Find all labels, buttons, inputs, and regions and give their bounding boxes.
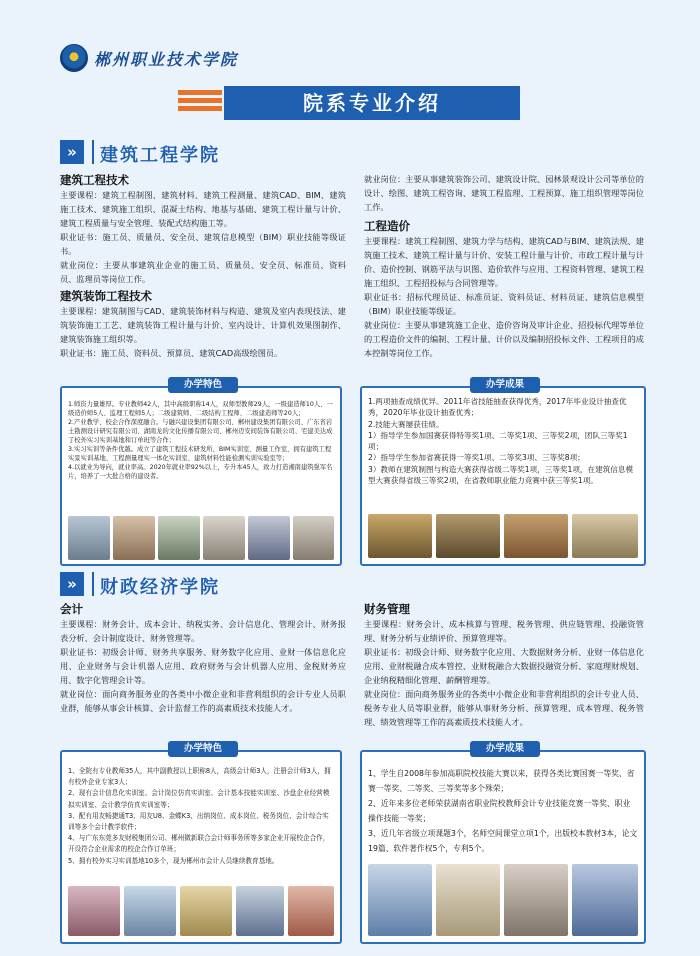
major-description [364,617,644,729]
list-item: 2.产业教学、校企合作深度融合。与融兴建设集团有限公司、郴州建设集团有限公司、广东省岩土勘测设计研究有限公司、湖南龙的文化传播有限公司、郴州迈安间装饰有限公司、宅建美达成了校外实习实训基地和订单班等合作； [68,419,333,444]
results-box [360,750,646,944]
certificate-photo [504,864,568,936]
list-item: 2、现有会计信息化实训室、会计岗位仿真实训室、会计基本技能实训室、沙盘企业经营模拟实训室、会计教学仿真实训室等； [68,789,330,809]
major-title: 建筑工程技术 [60,173,129,187]
photo [203,516,245,560]
major-description [364,234,644,360]
photo [236,886,284,936]
features-list [68,400,334,481]
list-item: 1.师资力量雄厚。专业教师42人，其中高级职称14人，双师型教师29人，一级建造师10人、一级造价师5人、监理工程师5人；二级建筑师、二级结构工程师、二级建造师等20人； [68,401,333,417]
photo [113,516,155,560]
features-list [68,766,334,867]
course-text: 主要课程：财务会计、成本核算与管理、税务管理、供应链管理、投融资管理、财务分析与业绩评价、预算管理等。 [364,619,644,643]
photo [293,516,334,560]
dept2-right-column [364,601,644,729]
results-list [368,396,638,486]
photo [158,516,200,560]
job-text: 就业岗位：面向商务服务业的各类中小微企业和非营利组织的会计专业人员职业群，能够从事会计核算、会计监督工作的高素质技术技能人才。 [60,689,346,713]
major-description [60,304,346,360]
certificate-text: 职业证书：初级会计师、财务共享服务、财务数字化应用、业财一体信息化应用、企业财务与会计机器人应用、政府财务与会计机器人应用、金税财务应用、数字化管理会计等。 [60,647,346,685]
major-description [60,617,346,715]
list-item: 3.实习实训等条件优越。成立了建筑工程技术研发所、BIM实训室、测量工作室，拥有建筑工程实景实训基地、工程测量理实一体化实训室、建筑材料性能检测实训实验室等； [68,446,332,462]
photo [368,864,432,936]
certificate-text: 职业证书：初级会计师、财务数字化应用、大数据财务分析、业财一体信息化应用、业财税融合成本管控、业财税融合大数据投融资分析、家庭理财规划、企业纳税精细化管理、薪酬管理等。 [364,647,644,685]
dept-title-construction: 建筑工程学院 [100,145,220,166]
list-item: 2、近年来多位老师荣获湖南省职业院校教师会计专业技能竞赛一等奖、职业操作技能一等奖； [368,799,631,823]
photo-strip [68,516,334,560]
course-text: 主要课程：财务会计、成本会计、纳税实务、会计信息化、管理会计、财务报表分析、会计制度设计、财务管理等。 [60,619,346,643]
features-tag: 办学特色 [168,741,238,757]
list-item: 4、与广东东莞多友财税集团公司、郴州微新联合会计师事务所等多家企业开展校企合作，开设符合企业需求的校企合作订单班； [68,834,330,854]
course-text: 主要课程：建筑工程制图、建筑材料、建筑工程测量、建筑CAD、BIM、建筑施工技术、建筑施工组织、混凝土结构、地基与基础、建筑工程计量与计价、建筑工程质量与安全管理、装配式结构施工等。 [60,190,346,228]
features-tag: 办学特色 [168,377,238,393]
results-tag: 办学成果 [470,377,540,393]
dept1-right-column [364,172,644,360]
double-chevron-right-icon: » [60,572,84,596]
results-list [368,766,638,856]
page-title: 院系专业介绍 [224,86,520,120]
list-item: 3、近几年省级立项课题3个，名师空间课堂立项1个，出版校本教材3本，论文19篇、软件著作权5个，专利5个。 [368,829,638,853]
major-title: 财务管理 [364,602,410,616]
major-description [364,172,644,214]
trophy-photo [368,514,432,558]
section-divider [92,140,94,164]
job-text: 就业岗位：面向商务服务业的各类中小微企业和非营利组织的会计专业人员、税务专业人员等职业群，能够从事财务分析、预算管理、成本管理、税务管理、绩效管理等工作的高素质技术技能人才。 [364,689,644,727]
book-photo [436,864,500,936]
photo [68,516,110,560]
photo [572,864,638,936]
photo [248,516,290,560]
dept-title-finance: 财政经济学院 [100,577,220,598]
certificate-text: 职业证书：施工员、资料员、预算员、建筑CAD高级绘图员。 [60,348,283,358]
job-text: 就业岗位：主要从事建筑施工企业、造价咨询及审计企业、招投标代理等单位的工程造价文件的编制、工程计量、计价以及编制招投标文件、工程项目的成本控制等岗位工作。 [364,320,644,358]
photo-strip [368,514,638,558]
dept1-left-column [60,172,346,360]
photo-strip [368,864,638,936]
school-logo [60,44,88,72]
photo [288,886,334,936]
major-title: 会计 [60,602,83,616]
course-text: 主要课程：建筑工程制图、建筑力学与结构、建筑CAD与BIM、建筑法规、建筑施工技术、建筑工程计量与计价、安装工程计量与计价、市政工程计量与计价、造价控制、钢筋平法与识图、造价软件与应用、工程资料管理、建筑工程施工组织、工程招投标与合同管理等。 [364,236,644,288]
features-box [60,750,342,944]
course-text: 主要课程：建筑制图与CAD、建筑装饰材料与构造、建筑及室内表现技法、建筑装饰施工工艺、建筑装饰工程计量与计价、室内设计、计算机效果图制作、建筑装饰施工组织等。 [60,306,346,344]
photo [180,886,232,936]
results-tag: 办学成果 [470,741,540,757]
list-item: 2）指导学生参加省赛获得一等奖1项、二等奖3项、三等奖8项； [368,453,585,463]
certificate-text: 职业证书：招标代理员证、标准员证、资料员证、材料员证、建筑信息模型（BIM）职业技能等级证。 [364,292,644,316]
list-item: 1、学生自2008年参加高职院校技能大赛以来，获得各类比赛国赛一等奖、省赛一等奖、二等奖、三等奖等多个殊荣； [368,769,635,793]
list-item: 2.技能大赛屡获佳绩。 [368,419,444,429]
results-box [360,386,646,566]
trophy-photo [436,514,500,558]
list-item: 1.两项抽查成绩优异。2011年省技能抽查获得优秀，2017年毕业设计抽查优秀，2020年毕业设计抽查优秀； [368,397,627,418]
double-chevron-right-icon: » [60,140,84,164]
photo [68,886,120,936]
dept2-left-column [60,601,346,715]
major-title: 工程造价 [364,219,410,233]
list-item: 5、拥有校外实习实训基地10多个，现为郴州市会计人员继续教育基地。 [68,856,279,865]
photo-strip [68,886,334,936]
list-item: 3、配有用友畅捷通T3、用友U8、金蝶K3、出纳岗位、成本岗位、税务岗位、会计综合实训等多个会计教学软件； [68,811,329,832]
list-item: 4.以就业为导向，就业率高。2020年就业率92%以上，专升本45人，致力打造湘南建筑强军名片，培养了一大批合格的建设者。 [68,464,333,480]
certificate-photo [504,514,568,558]
school-name: 郴州职业技术学院 [94,50,239,69]
features-box [60,386,342,566]
certificate-text: 职业证书：施工员、质量员、安全员、建筑信息模型（BIM）职业技能等级证书。 [60,232,346,256]
title-decoration [178,90,222,116]
list-item: 3）教师在建筑制图与构造大赛获得省级二等奖1项，三等奖1项，在建筑信息模型大赛获得省级三等奖2项，在省教师职业能力竞赛中获三等奖1项。 [368,464,634,486]
job-text: 就业岗位：主要从事建筑装饰公司、建筑设计院、园林景观设计公司等单位的设计、绘图、建筑工程咨询、建筑工程监理、工程预算、施工组织管理等岗位工作。 [364,174,644,212]
list-item: 1、全院有专业教师35人，其中副教授以上职称8人，高级会计师3人，注册会计师3人，拥有校外企业专家3人； [68,767,331,787]
list-item: 1）指导学生参加国赛获得特等奖1项、二等奖1项、三等奖2项，团队三等奖1项； [368,430,628,452]
certificate-photo [572,514,638,558]
photo [124,886,176,936]
major-description [60,188,346,286]
major-title: 建筑装饰工程技术 [60,289,152,303]
job-text: 就业岗位：主要从事建筑业企业的施工员、质量员、安全员、标准员、资料员、监理员等岗位工作。 [60,260,346,284]
section-divider [92,572,94,596]
